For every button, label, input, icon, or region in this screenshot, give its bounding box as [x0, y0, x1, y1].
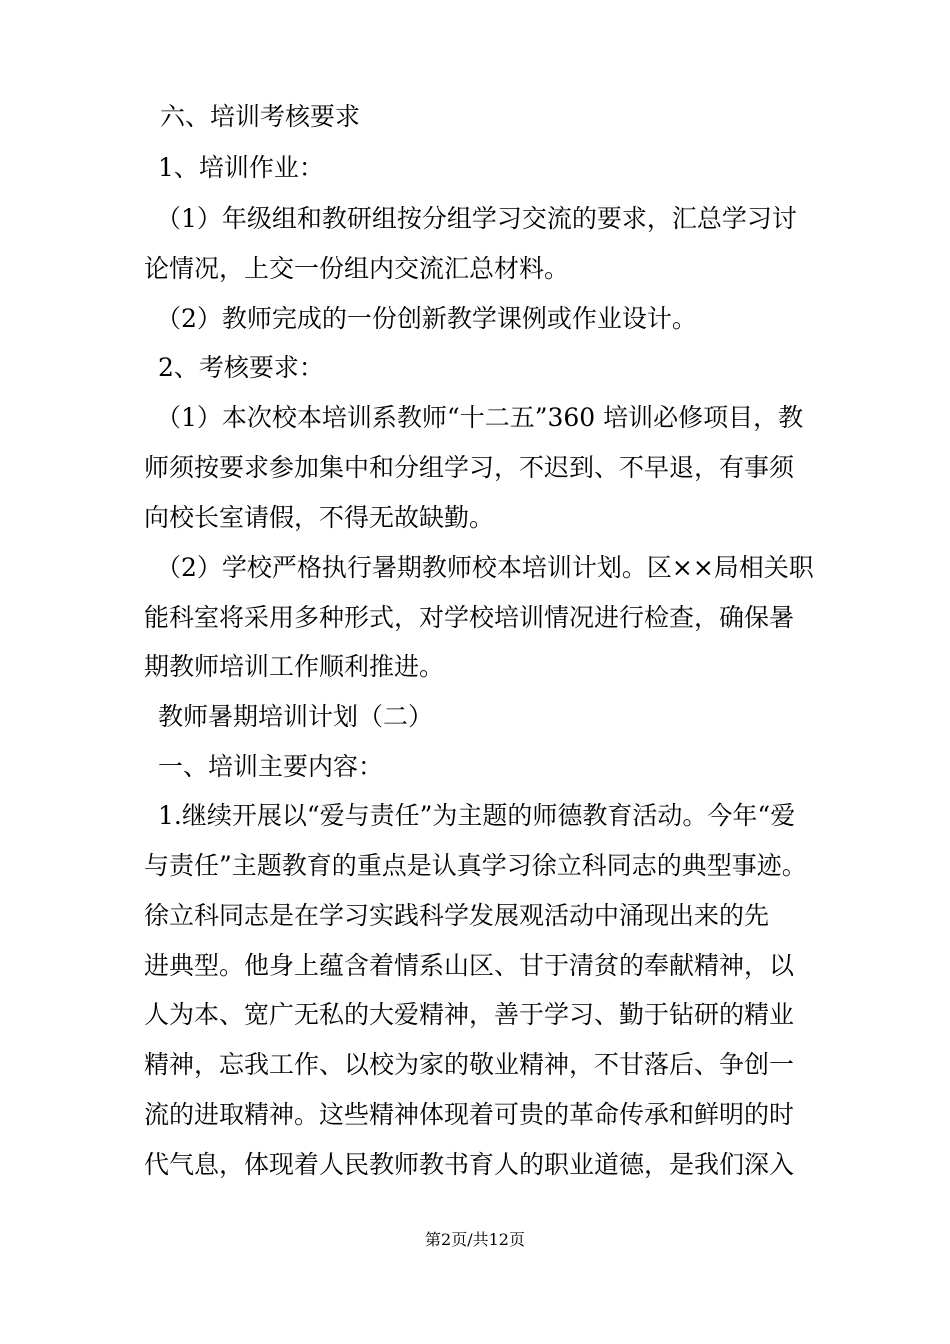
- paragraph-line: 期教师培训工作顺利推进。: [144, 652, 445, 681]
- section-heading: 一、培训主要内容：: [158, 752, 384, 781]
- paragraph-line: （2）学校严格执行暑期教师校本培训计划。区××局相关职: [156, 553, 814, 582]
- paragraph-line: 向校长室请假，不得无故缺勤。: [144, 503, 495, 532]
- paragraph-line: （1）本次校本培训系教师“十二五”360 培训必修项目，教: [156, 403, 804, 432]
- paragraph-line: 师须按要求参加集中和分组学习，不迟到、不早退，有事须: [144, 453, 795, 482]
- paragraph-line: 人为本、宽广无私的大爱精神，善于学习、勤于钻研的精业: [144, 1000, 795, 1029]
- section-heading: 六、培训考核要求: [160, 102, 361, 131]
- subsection-heading: 2、考核要求：: [158, 353, 324, 382]
- paragraph-line: 能科室将采用多种形式，对学校培训情况进行检查，确保暑: [144, 603, 795, 632]
- paragraph-line: 1.继续开展以“爱与责任”为主题的师德教育活动。今年“爱: [158, 801, 796, 830]
- paragraph-line: 进典型。他身上蕴含着情系山区、甘于清贫的奉献精神，以: [144, 951, 795, 980]
- paragraph-line: 代气息，体现着人民教师教书育人的职业道德，是我们深入: [144, 1150, 795, 1179]
- paragraph-line: 论情况，上交一份组内交流汇总材料。: [144, 254, 570, 283]
- paragraph-line: 徐立科同志是在学习实践科学发展观活动中涌现出来的先: [144, 901, 770, 930]
- paragraph-line: 与责任”主题教育的重点是认真学习徐立科同志的典型事迹。: [144, 851, 807, 880]
- document-subtitle: 教师暑期培训计划（二）: [158, 702, 434, 731]
- paragraph-line: （1）年级组和教研组按分组学习交流的要求，汇总学习讨: [156, 204, 797, 233]
- paragraph-line: 流的进取精神。这些精神体现着可贵的革命传承和鲜明的时: [144, 1100, 795, 1129]
- paragraph-line: 精神，忘我工作、以校为家的敬业精神，不甘落后、争创一: [144, 1050, 795, 1079]
- subsection-heading: 1、培训作业：: [158, 153, 324, 182]
- page-number: 第2页/共12页: [425, 1230, 525, 1249]
- paragraph-line: （2）教师完成的一份创新教学课例或作业设计。: [156, 304, 697, 333]
